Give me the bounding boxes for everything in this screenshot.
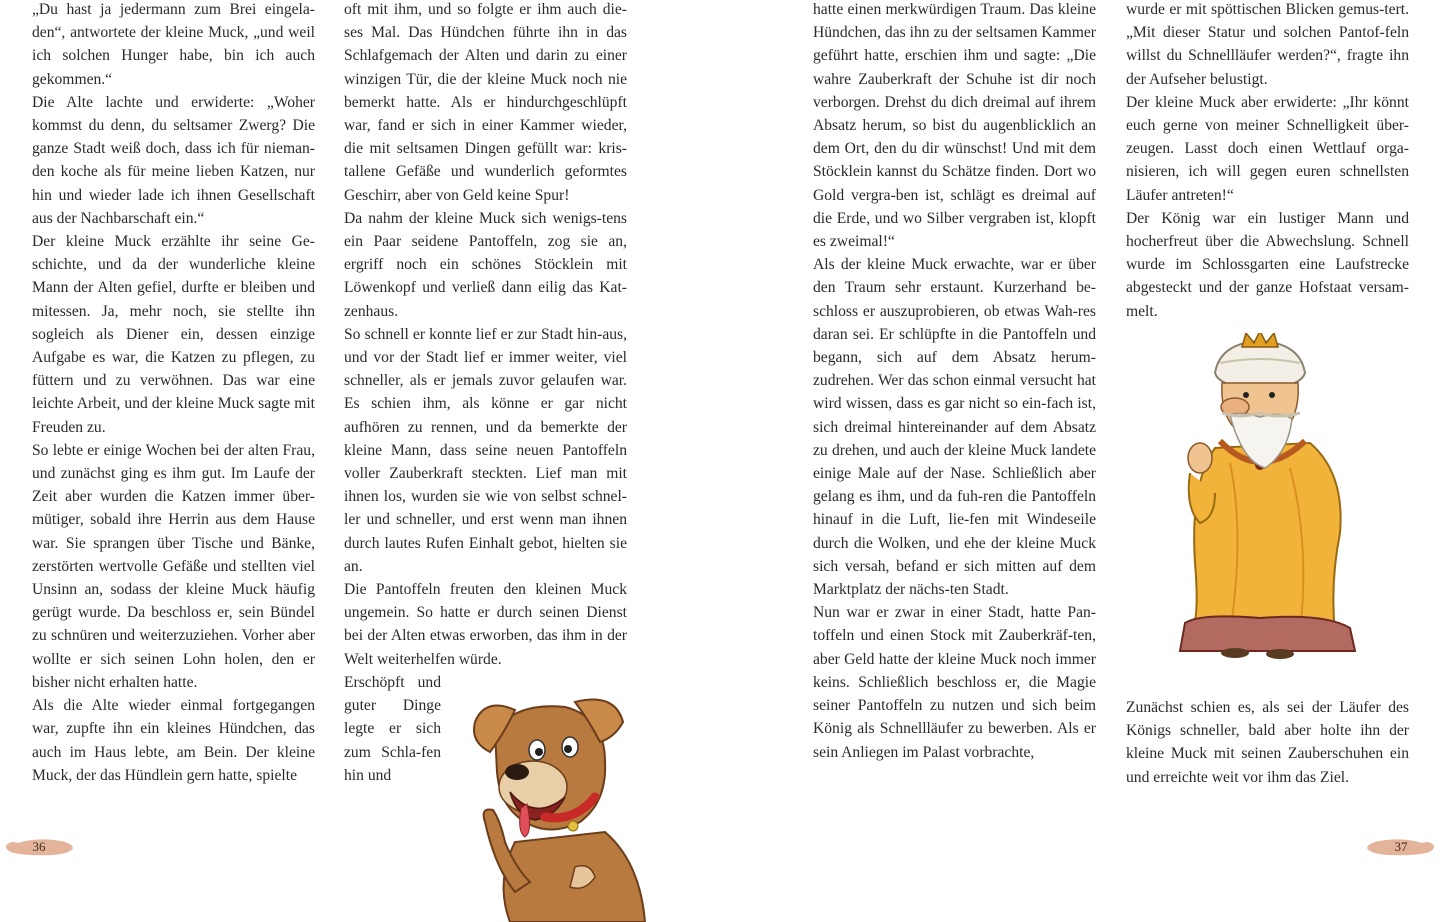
paragraph: hatte einen merkwürdigen Traum. Das kleine Hündchen, das ihn zu der seltsamen Kammer geführt hatte, erschien ihm und sagte: „Die wahre Zauberkraft der Schuhe ist dir noch verborgen. Drehst du dich dreimal auf ihrem Absatz herum, so bist du augenblicklich an dem Ort, den du dir wünschst! Und mit dem Stöcklein kannst du Schätze finden. Dort wo Gold vergra-ben ist, schlägt es dreimal auf die Erde, und wo Silber vergraben ist, klopft es zweimal!“ bbox=[813, 1, 1096, 251]
paragraph: Als der kleine Muck erwachte, war er über den Traum sehr erstaunt. Kurzerhand be-schloss er auszuprobieren, ob etwas Wah-res daran sei. Er schlüpfte in die Pantoffeln und begann, sich auf dem Absatz herum-zudrehen. Wer das schon einmal versucht hat wird wissen, dass es gar nicht so ein-fach ist, sich dreimal hintereinander auf dem Absatz zu drehen, und auch der kleine Muck landete einige Male auf der Nase. Schließlich aber gelang es ihm, und da fuh-ren die Pantoffeln hinauf in die Luft, lie-fen mit Windeseile durch die Wolken, und ehe der kleine Muck sich versah, befand er sich mitten auf dem Marktplatz der nächs-ten Stadt. bbox=[813, 256, 1096, 599]
paragraph: Die Alte lachte und erwiderte: „Woher kommst du denn, du seltsamer Zwerg? Die ganze Stadt weiß doch, dass ich für nieman-den koche als für meine lieben Katzen, nur hin und wieder lade ich ihnen Gesellschaft aus der Nachbarschaft ein.“ bbox=[32, 93, 315, 227]
page-number-text: 37 bbox=[1394, 839, 1408, 854]
right-page-column-1 bbox=[813, 0, 1096, 764]
paragraph: So lebte er einige Wochen bei der alten Frau, und zunächst ging es ihm gut. Im Laufe der Zeit aber wurden die Katzen immer über-mütiger, sobald ihre Herrin aus dem Hause war. Sie sprangen über Tische und Bänke, zerstörten wertvolle Gefäße und stellten viel Unsinn an, sodass der kleine Muck häufig gerügt wurde. Da beschloss er, sein Bündel zu schnüren und weiterzuziehen. Vorher aber wollte er sich seinen Lohn holen, den er bisher nicht erhalten hatte. bbox=[32, 441, 315, 691]
paragraph: Der König war ein lustiger Mann und hocherfreut über die Abwechslung. Schnell wurde im Schlossgarten eine Laufstrecke abgesteckt und der ganze Hofstaat versam-melt. bbox=[1126, 209, 1409, 320]
paragraph: Zunächst schien es, als sei der Läufer des Königs schneller, bald aber holte ihn der kleine Muck mit seinen Zauberschuhen ein und erreichte weit vor ihm das Ziel. bbox=[1126, 699, 1409, 786]
paragraph: So schnell er konnte lief er zur Stadt hin-aus, und vor der Stadt lief er immer weiter, viel schneller, als er jemals zuvor gelaufen war. Es schien ihm, als könne er gar nicht aufhören zu rennen, und da bemerkte der kleine Mann, dass seine neuen Pantoffeln voller Zauberkraft steckten. Lief man mit ihnen los, wurden sie wie von selbst schnel-ler und schneller, und erst wenn man ihnen durch lautes Rufen Einhalt gebot, hielten sie an. bbox=[344, 325, 627, 575]
right-page-column-2 bbox=[1126, 0, 1409, 323]
paragraph: Der kleine Muck aber erwiderte: „Ihr könnt euch gerne von meiner Schnelligkeit über-zeugen. Lasst doch einen Wettlauf orga-nisieren, ich will gegen euren schnellsten Läufer antreten!“ bbox=[1126, 93, 1409, 204]
king-illustration bbox=[1160, 333, 1360, 663]
paragraph: wurde er mit spöttischen Blicken gemus-tert. „Mit dieser Statur und solchen Pantof-feln willst du Schnellläufer werden?“, fragte ihn der Aufseher belustigt. bbox=[1126, 1, 1409, 88]
paragraph: Da nahm der kleine Muck sich wenigs-tens ein Paar seidene Pantoffeln, zog sie an, ergriff noch ein schönes Stöcklein mit Löwenkopf und verließ dann eilig das Kat-zenhaus. bbox=[344, 209, 627, 320]
paragraph: Nun war er zwar in einer Stadt, hatte Pan-toffeln und einen Stock mit Zauberkräf-ten, aber Geld hatte der kleine Muck noch immer keins. Schließlich beschloss er, die Magie seiner Pantoffeln zu nutzen und sich beim König als Schnellläufer zu bewerben. Als er sein Anliegen im Palast vorbrachte, bbox=[813, 604, 1096, 761]
paragraph: Die Pantoffeln freuten den kleinen Muck ungemein. So hatte er durch seinen Dienst bei der Alten etwas erworben, das ihm in der Welt weiterhelfen würde. bbox=[344, 581, 627, 668]
paragraph: Der kleine Muck erzählte ihr seine Ge-schichte, und da der wunderliche kleine Mann der Alten gefiel, durfte er bleiben und mitessen. Ja, mehr noch, sie stellte ihn sogleich als Diener ein, dessen einzige Aufgabe es war, die Katzen zu pflegen, zu füttern und zu verwöhnen. Das war eine leichte Arbeit, und der kleine Muck sagte mit Freuden zu. bbox=[32, 233, 315, 436]
paragraph: Als die Alte wieder einmal fortgegangen war, zupfte ihn ein kleines Hündchen, das auch im Haus lebte, am Bein. Der kleine Muck, der das Hündlein gern hatte, spielte bbox=[32, 697, 315, 784]
paragraph: „Du hast ja jedermann zum Brei eingela-den“, antwortete der kleine Muck, „und weil ich solchen Hunger habe, bin ich auch gekommen.“ bbox=[32, 1, 315, 88]
page-number-right bbox=[1366, 834, 1436, 860]
right-page-column-2-tail bbox=[1126, 696, 1409, 789]
page-number-left bbox=[4, 834, 74, 860]
paragraph: oft mit ihm, und so folgte er ihm auch die-ses Mal. Das Hündchen führte ihn in das Schlafgemach der Alten und darin zu einer winzigen Tür, die der kleine Muck noch nie bemerkt hatte. Als er hindurchgeschlüpft war, fand er sich in einer Kammer wieder, die mit seltsamen Dingen gefüllt war: kris-tallene Gefäße und wunderlich geformtes Geschirr, aber von Geld keine Spur! bbox=[344, 1, 627, 204]
paragraph-narrow: Erschöpft und guter Dinge legte er sich zum Schla-fen hin und bbox=[344, 673, 441, 784]
left-page-column-2 bbox=[344, 0, 627, 787]
page-number-text: 36 bbox=[32, 839, 46, 854]
dog-illustration bbox=[455, 692, 655, 922]
left-page-column-1 bbox=[32, 0, 315, 787]
